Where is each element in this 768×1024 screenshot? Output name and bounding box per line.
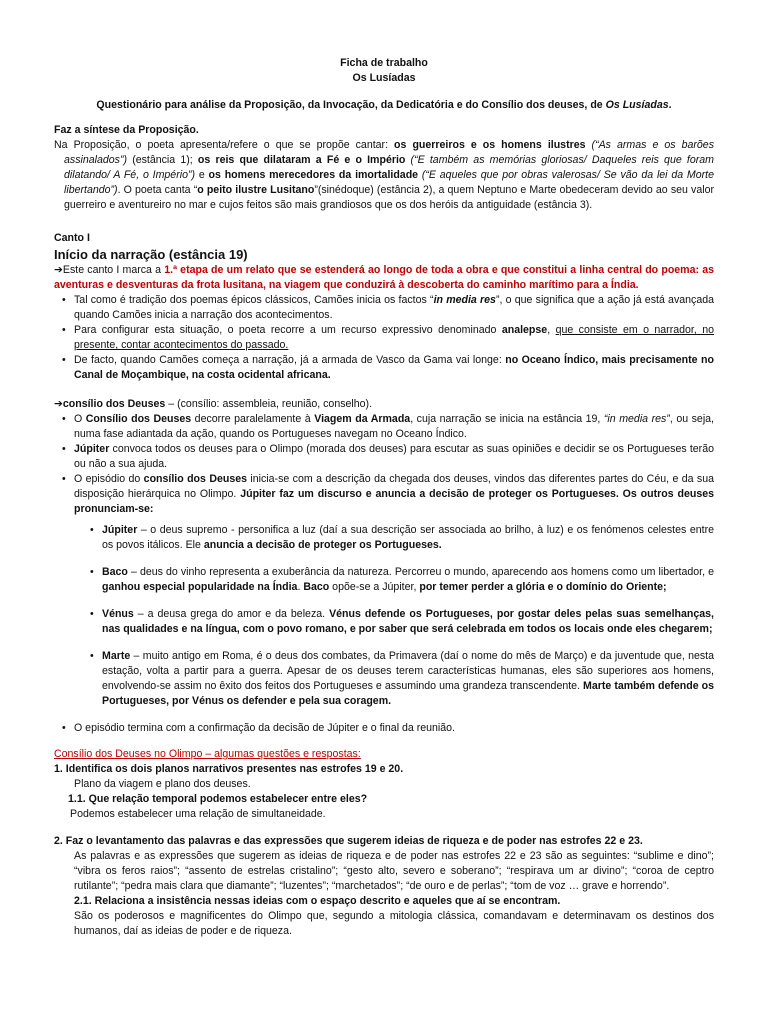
answer-2-1: São os poderosos e magnificentes do Olimpo que, segundo a mitologia clássica, comandavam e determinavam os destinos dos humanos, daí as ideias de poder e de riqueza. — [74, 910, 714, 937]
list-item: • O episódio do consílio dos Deuses inicia-se com a descrição da chegada dos deuses, vindos das diferentes partes do Céu, e da sua disposição hierárquica no Olimpo. Júpiter faz um discurso e anuncia a decisão de proteger os Portugueses. Os outros deuses pronunciam-se: — [54, 472, 714, 517]
canto-label: Canto I — [54, 232, 90, 244]
arrow-icon: ➔ — [54, 264, 63, 276]
question-2: 2. Faz o levantamento das palavras e das expressões que sugerem ideias de riqueza e de poder nas estrofes 22 e 23. — [54, 835, 643, 847]
list-item: • Para configurar esta situação, o poeta recorre a um recurso expressivo denominado analepse, que consiste em o narrador, no presente, contar acontecimentos do passado. — [54, 323, 714, 353]
document-subheading: Os Lusíadas — [352, 72, 416, 84]
questions-title: Consílio dos Deuses no Olimpo – algumas questões e respostas: — [54, 748, 361, 760]
gods-list — [54, 523, 714, 709]
list-item-jupiter: • Júpiter – o deus supremo - personifica a luz (daí a sua descrição ser associada ao brilho, à luz) e os fenómenos celestes entre os povos itálicos. Ele anuncia a decisão de proteger os Portugueses. — [54, 523, 714, 553]
canto-section-title: Início da narração (estância 19) — [54, 247, 248, 262]
answer-1-1: Podemos estabelecer uma relação de simultaneidade. — [70, 808, 326, 820]
consilio-end-list — [54, 721, 714, 736]
canto-intro: ➔Este canto I marca a 1.ª etapa de um relato que se estenderá ao longo de toda a obra e que constitui a linha central do poema: as aventuras e desventuras da frota lusitana, na viagem que conduzirá à descoberta do caminho marítimo para a Índia. — [54, 264, 714, 291]
list-item-baco: • Baco – deus do vinho representa a exuberância da natureza. Percorreu o mundo, aparecendo aos homens como um libertador, e ganhou especial popularidade na Índia. Baco opõe-se a Júpiter, por temer perder a glória e o domínio do Oriente; — [54, 565, 714, 595]
question-1-1: 1.1. Que relação temporal podemos estabelecer entre eles? — [68, 793, 368, 805]
section-title-proposicao: Faz a síntese da Proposição. — [54, 124, 199, 136]
consilio-title: ➔consílio dos Deuses – (consílio: assembleia, reunião, conselho). — [54, 398, 373, 410]
list-item-venus: • Vénus – a deusa grega do amor e da beleza. Vénus defende os Portugueses, por gostar deles pelas suas semelhanças, nas qualidades e na língua, com o povo romano, e por saber que será celebrada em todos os locais onde eles chegarem; — [54, 607, 714, 637]
answer-1: Plano da viagem e plano dos deuses. — [74, 778, 251, 790]
questionnaire-title: Questionário para análise da Proposição, da Invocação, da Dedicatória e do Consílio dos deuses, de Os Lusíadas. — [96, 99, 672, 111]
list-item: • Tal como é tradição dos poemas épicos clássicos, Camões inicia os factos “in media res”, o que significa que a ação já está avançada quando Camões inicia a narração dos acontecimentos. — [54, 293, 714, 323]
answer-2: As palavras e as expressões que sugerem as ideias de riqueza e de poder nas estrofes 22 e 23 são as seguintes: “sublime e dino”; “vibra os feros raios”; “assento de estrelas cristalino”; “gesto alto, severo e soberano”; “respirava um ar divino”; “coroa de ceptro rutilante”; “pedra mais clara que diamante”; “luzentes”; “marchetados”; “de ouro e de perlas”; “tom de voz … grave e horrendo”. — [74, 850, 714, 892]
consilio-bullet-list — [54, 412, 714, 517]
list-item-marte: • Marte – muito antigo em Roma, é o deus dos combates, da Primavera (daí o nome do mês de Março) e da juventude que, nesta estação, volta a partir para a guerra. Apesar de os deuses terem características humanas, eles são superiores aos homens, envolvendo-se assim no êxito dos feitos dos Portugueses e assumindo uma grandeza transcendente. Marte também defende os Portugueses, por Vénus os defender e pela sua coragem. — [54, 649, 714, 709]
question-2-1: 2.1. Relaciona a insistência nessas ideias com o espaço descrito e aqueles que aí se encontram. — [74, 895, 561, 907]
list-item: • O episódio termina com a confirmação da decisão de Júpiter e o final da reunião. — [54, 721, 714, 736]
list-item: • De facto, quando Camões começa a narração, já a armada de Vasco da Gama vai longe: no Oceano Índico, mais precisamente no Canal de Moçambique, na costa ocidental africana. — [54, 353, 714, 383]
question-1: 1. Identifica os dois planos narrativos presentes nas estrofes 19 e 20. — [54, 763, 404, 775]
canto-bullet-list — [54, 293, 714, 383]
document-heading: Ficha de trabalho — [340, 57, 428, 69]
arrow-icon: ➔ — [54, 398, 63, 410]
list-item: • Júpiter convoca todos os deuses para o Olimpo (morada dos deuses) para escutar as suas opiniões e decidir se os Portugueses terão ou não a sua ajuda. — [54, 442, 714, 472]
proposicao-paragraph: Na Proposição, o poeta apresenta/refere o que se propõe cantar: os guerreiros e os homens ilustres (“As armas e os barões assinalados”) (estância 1); os reis que dilataram a Fé e o Império (“E também as memórias gloriosas/ Daqueles reis que foram dilatando/ A Fé, o Império”) e os homens merecedores da imortalidade (“E aqueles que por obras valerosas/ Se vão da lei da Morte libertando”). O poeta canta “o peito ilustre Lusitano”(sinédoque) (estância 2), a quem Neptuno e Marte obedeceram devido ao seu valor guerreiro e aventureiro no mar e cujos feitos são mais grandiosos que os dos heróis da antiguidade (estância 3). — [54, 139, 715, 211]
list-item: • O Consílio dos Deuses decorre paralelamente à Viagem da Armada, cuja narração se inicia na estância 19, “in media res”, ou seja, numa fase adiantada da ação, quando os Portugueses navegam no Oceano Índico. — [54, 412, 714, 442]
